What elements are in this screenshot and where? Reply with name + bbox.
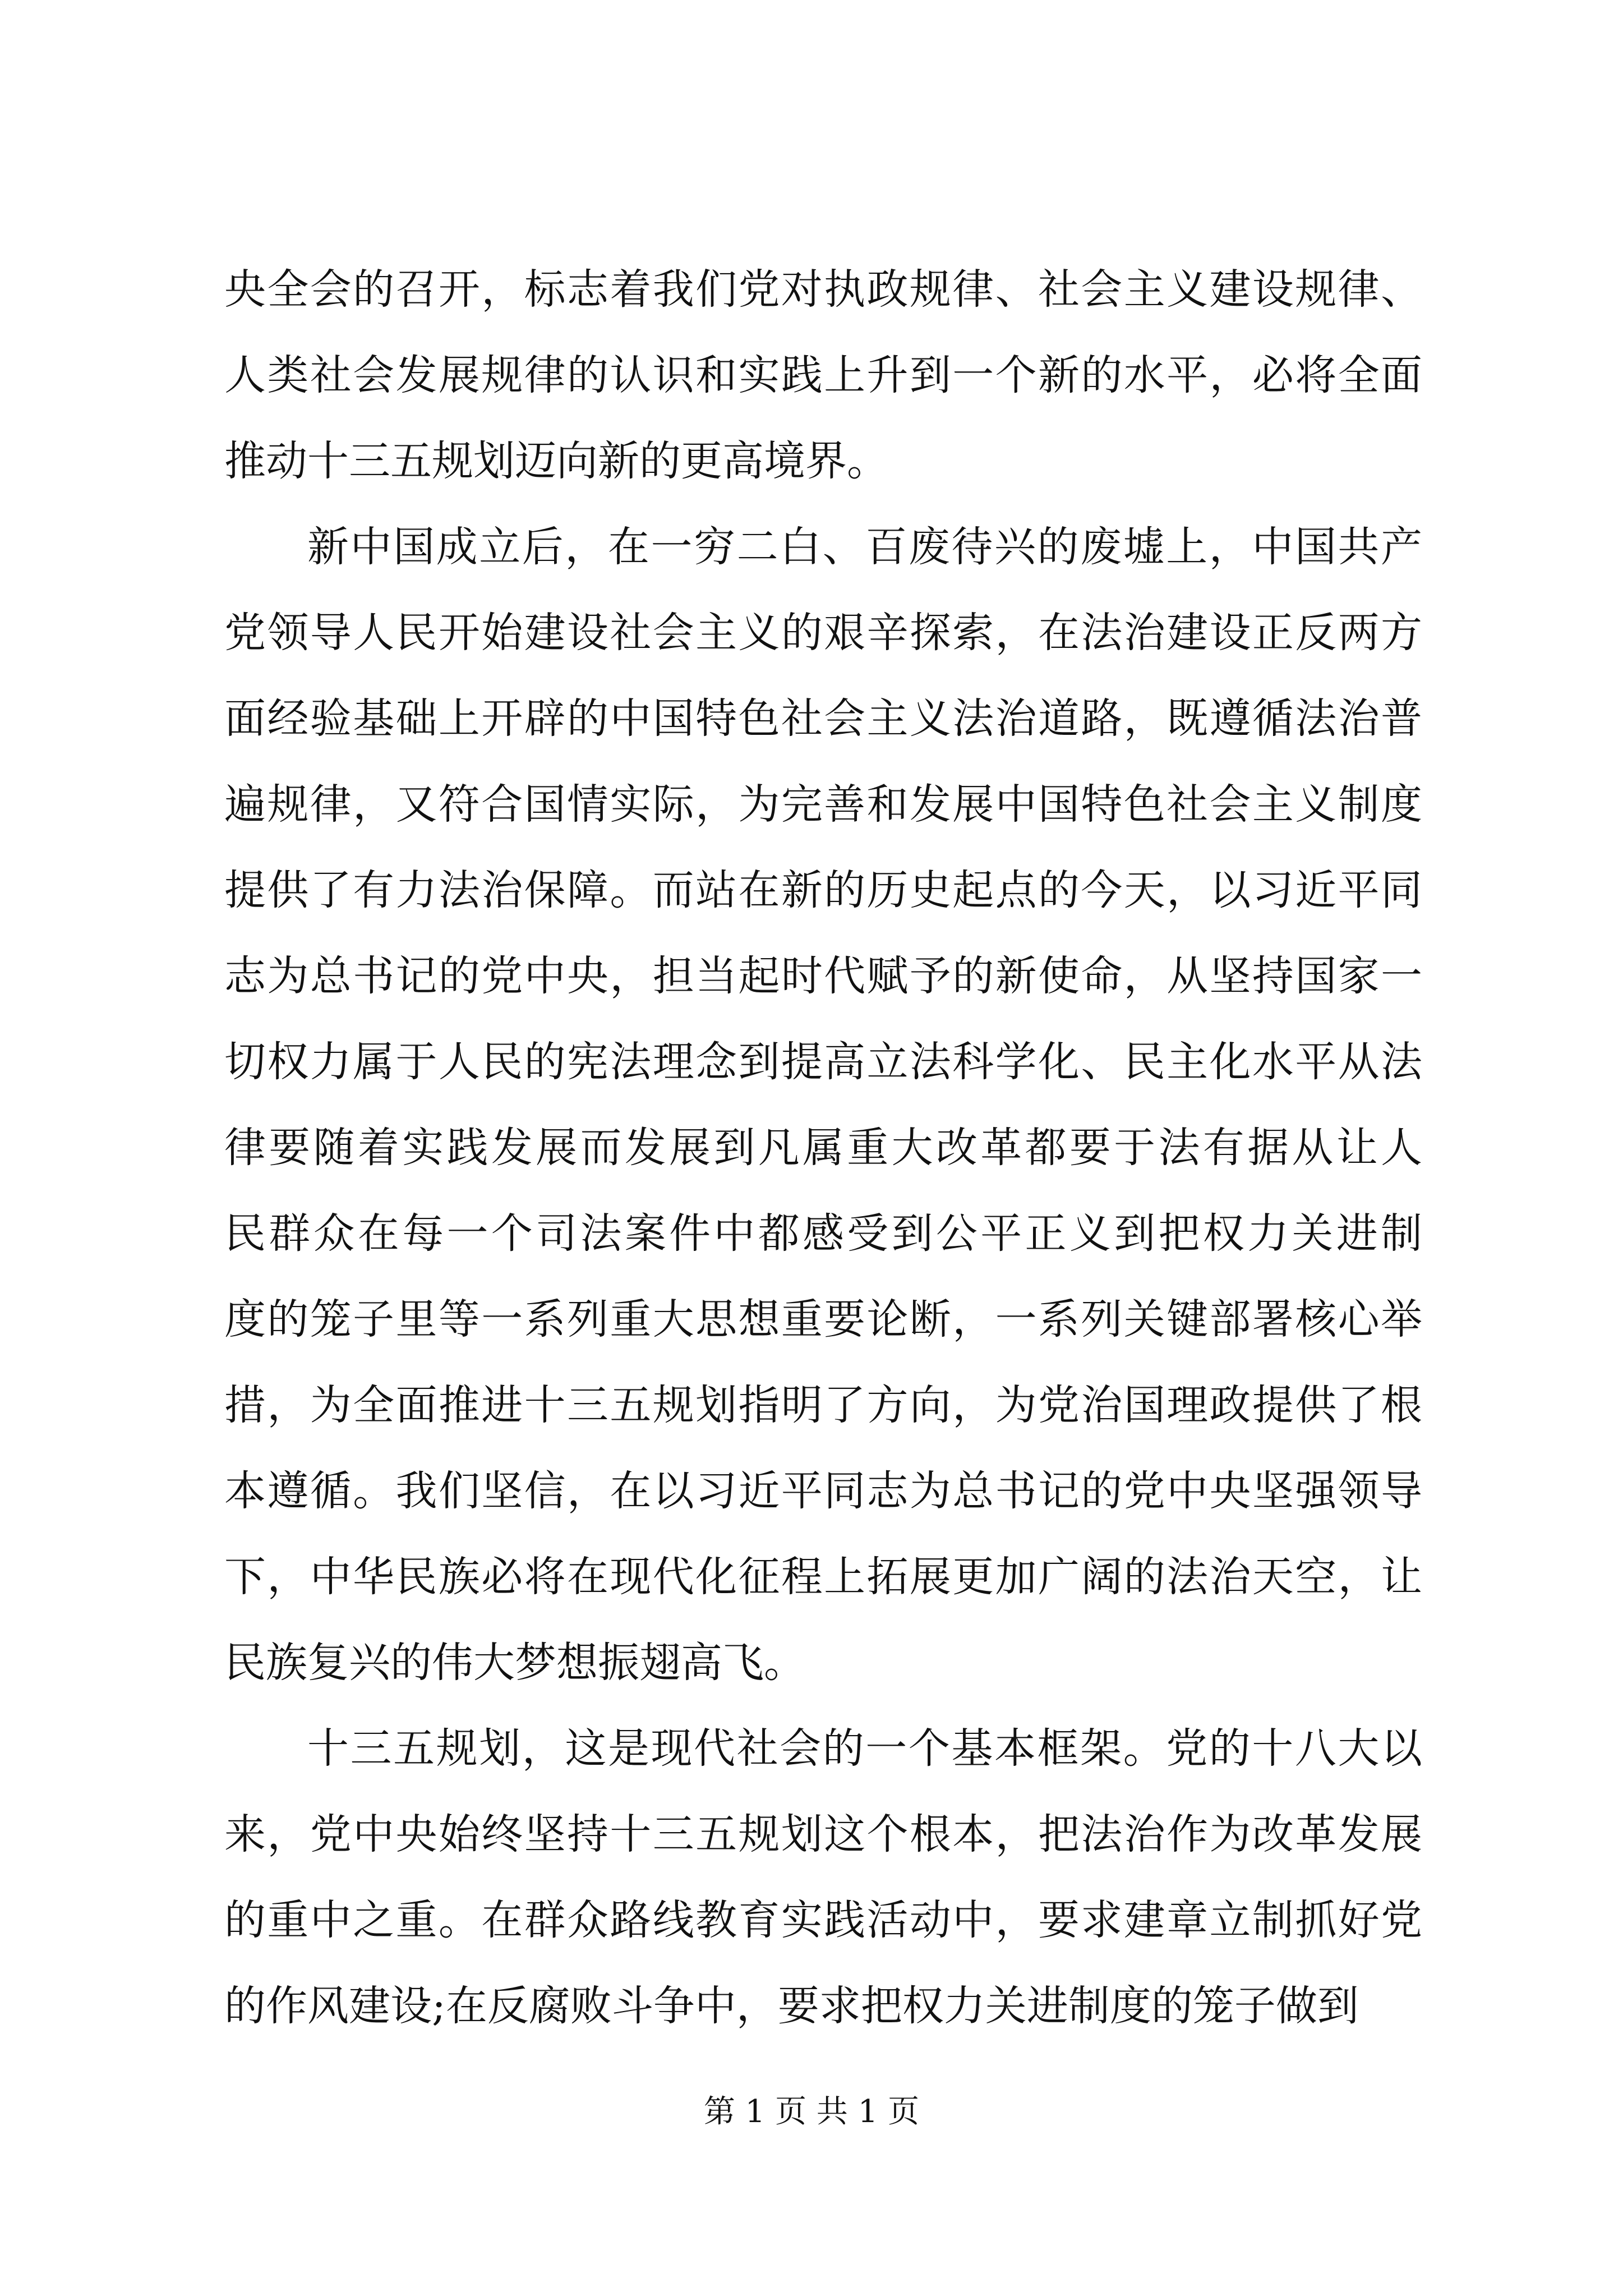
text-line: 党领导人民开始建设社会主义的艰辛探索，在法治建设正反两方 xyxy=(224,609,1422,657)
text-line: 提供了有力法治保障。而站在新的历史起点的今天，以习近平同 xyxy=(224,866,1422,914)
text-line: 新中国成立后，在一穷二白、百废待兴的废墟上，中国共产 xyxy=(307,523,1422,571)
text-line: 人类社会发展规律的认识和实践上升到一个新的水平，必将全面 xyxy=(224,351,1422,399)
text-line: 下，中华民族必将在现代化征程上拓展更加广阔的法治天空，让 xyxy=(224,1553,1422,1601)
paragraph xyxy=(224,247,1422,504)
text-line: 面经验基础上开辟的中国特色社会主义法治道路，既遵循法治普 xyxy=(224,694,1422,743)
paragraph xyxy=(224,504,1422,1706)
text-line: 度的笼子里等一系列重大思想重要论断，一系列关键部署核心举 xyxy=(224,1295,1422,1343)
text-line: 的重中之重。在群众路线教育实践活动中，要求建章立制抓好党 xyxy=(224,1896,1422,1944)
page-footer: 第 1 页 共 1 页 xyxy=(703,2093,920,2130)
text-line: 律要随着实践发展而发展到凡属重大改革都要于法有据从让人 xyxy=(224,1124,1422,1172)
document-body xyxy=(224,247,1422,2049)
text-line: 十三五规划，这是现代社会的一个基本框架。党的十八大以 xyxy=(307,1724,1422,1773)
text-line: 本遵循。我们坚信，在以习近平同志为总书记的党中央坚强领导 xyxy=(224,1467,1422,1515)
text-line: 央全会的召开，标志着我们党对执政规律、社会主义建设规律、 xyxy=(224,265,1422,314)
text-line: 遍规律，又符合国情实际，为完善和发展中国特色社会主义制度 xyxy=(224,780,1422,829)
paragraph xyxy=(224,1706,1422,2049)
text-line: 民族复兴的伟大梦想振翅高飞。 xyxy=(224,1639,805,1687)
text-line: 措，为全面推进十三五规划指明了方向，为党治国理政提供了根 xyxy=(224,1381,1422,1429)
text-line: 切权力属于人民的宪法理念到提高立法科学化、民主化水平从法 xyxy=(224,1038,1422,1086)
text-line: 来，党中央始终坚持十三五规划这个根本，把法治作为改革发展 xyxy=(224,1810,1422,1858)
text-line: 志为总书记的党中央，担当起时代赋予的新使命，从坚持国家一 xyxy=(224,952,1422,1000)
text-line: 民群众在每一个司法案件中都感受到公平正义到把权力关进制 xyxy=(224,1209,1422,1258)
text-line: 的作风建设;在反腐败斗争中，要求把权力关进制度的笼子做到 xyxy=(224,1982,1359,2030)
text-line: 推动十三五规划迈向新的更高境界。 xyxy=(224,437,888,485)
